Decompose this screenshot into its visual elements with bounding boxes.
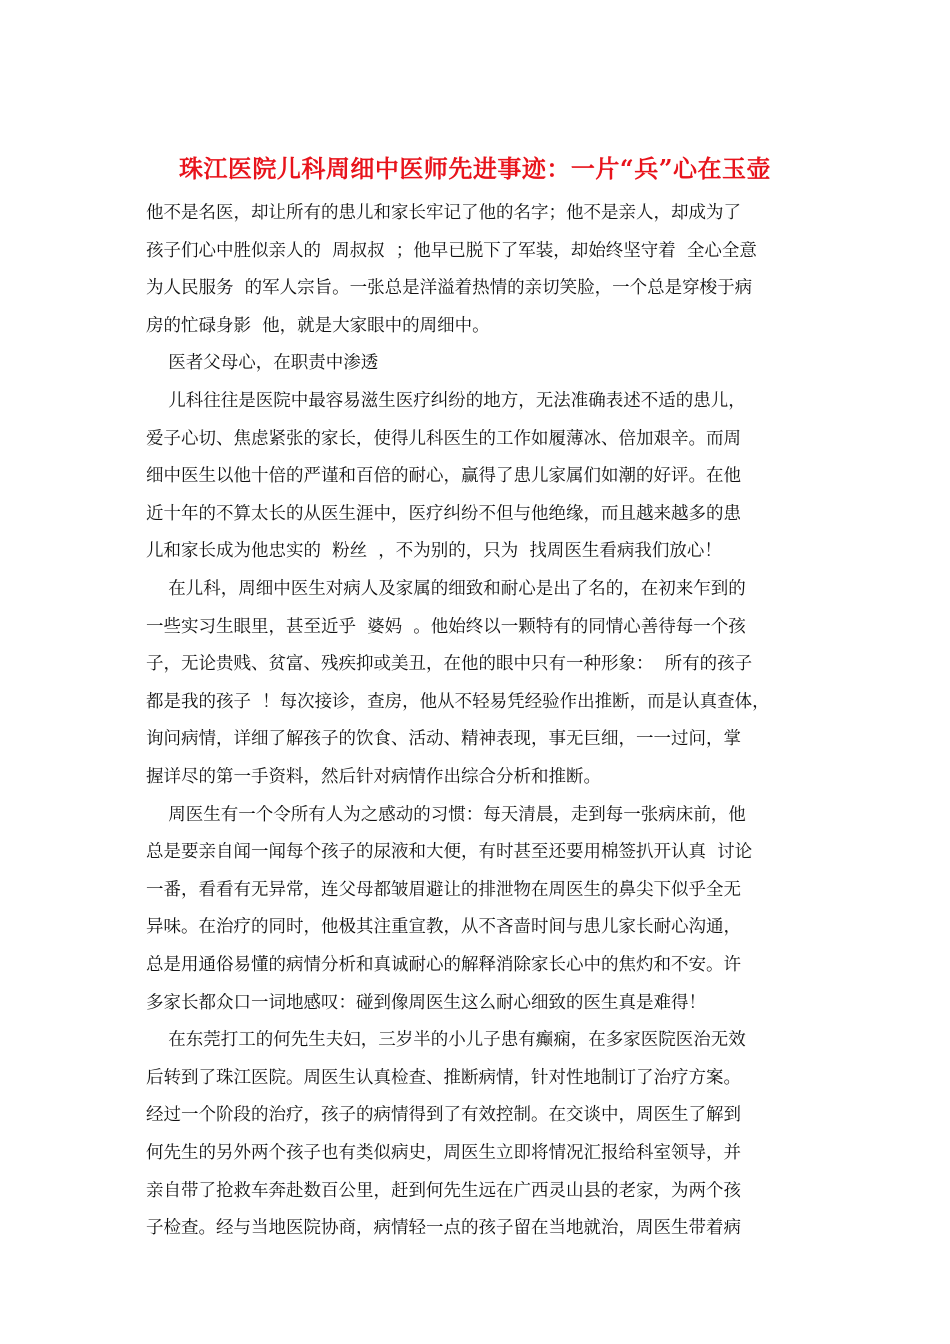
body-line: 一些实习生眼里，甚至近乎 婆妈 。他始终以一颗特有的同情心善待每一个孩 — [146, 616, 746, 637]
body-line: 在东莞打工的何先生夫妇，三岁半的小儿子患有癫痫，在多家医院医治无效 — [146, 1030, 746, 1051]
body-line: 细中医生以他十倍的严谨和百倍的耐心，赢得了患儿家属们如潮的好评。在他 — [146, 466, 741, 487]
body-line: 总是用通俗易懂的病情分析和真诚耐心的解释消除家长心中的焦灼和不安。许 — [146, 955, 741, 975]
body-line: 子，无论贵贱、贫富、残疾抑或美丑，在他的眼中只有一种形象： 所有的孩子 — [146, 654, 753, 675]
body-line: 总是要亲自闻一闻每个孩子的尿液和大便，有时甚至还要用棉签扒开认真 讨论 — [146, 842, 753, 863]
body-line: 近十年的不算太长的从医生涯中，医疗纠纷不但与他绝缘，而且越来越多的患 — [146, 503, 741, 524]
body-line: 孩子们心中胜似亲人的 周叔叔 ；他早已脱下了军装，却始终坚守着 全心全意 — [146, 240, 757, 261]
body-line: 多家长都众口一词地感叹：碰到像周医生这么耐心细致的医生真是难得！ — [146, 992, 706, 1013]
body-line: 亲自带了抢救车奔赴数百公里，赶到何先生远在广西灵山县的老家，为两个孩 — [146, 1180, 741, 1201]
body-line: 爱子心切、焦虑紧张的家长，使得儿科医生的工作如履薄冰、倍加艰辛。而周 — [146, 428, 741, 449]
body-line: 后转到了珠江医院。周医生认真检查、推断病情，针对性地制订了治疗方案。 — [146, 1067, 741, 1088]
body-line: 儿科往往是医院中最容易滋生医疗纠纷的地方，无法准确表述不适的患儿， — [146, 391, 746, 411]
body-line: 医者父母心，在职责中渗透 — [146, 353, 379, 374]
body-line: 子检查。经与当地医院协商，病情轻一点的孩子留在当地就治，周医生带着病 — [146, 1218, 741, 1239]
body-line: 都是我的孩子 ！每次接诊，查房，他从不轻易凭经验作出推断，而是认真查体， — [146, 691, 770, 712]
body-line: 他不是名医，却让所有的患儿和家长牢记了他的名字；他不是亲人，却成为了 — [146, 203, 741, 223]
body-line: 异味。在治疗的同时，他极其注重宣教，从不吝啬时间与患儿家长耐心沟通， — [146, 917, 741, 938]
body-line: 周医生有一个令所有人为之感动的习惯：每天清晨，走到每一张病床前，他 — [146, 804, 746, 825]
body-line: 经过一个阶段的治疗，孩子的病情得到了有效控制。在交谈中，周医生了解到 — [146, 1105, 741, 1126]
body-line: 为人民服务 的军人宗旨。一张总是洋溢着热情的亲切笑脸，一个总是穿梭于病 — [146, 278, 753, 299]
body-line: 儿和家长成为他忠实的 粉丝 ，不为别的，只为 找周医生看病我们放心！ — [146, 541, 722, 562]
body-line: 握详尽的第一手资料，然后针对病情作出综合分析和推断。 — [146, 767, 601, 787]
body-line: 在儿科，周细中医生对病人及家属的细致和耐心是出了名的，在初来乍到的 — [146, 579, 746, 599]
body-line: 一番，看看有无异常，连父母都皱眉避让的排泄物在周医生的鼻尖下似乎全无 — [146, 879, 741, 900]
body-line: 房的忙碌身影 他，就是大家眼中的周细中。 — [146, 315, 490, 336]
body-line: 询问病情，详细了解孩子的饮食、活动、精神表现，事无巨细，一一过问，掌 — [146, 729, 741, 750]
document-title: 珠江医院儿科周细中医师先进事迹：一片“兵”心在玉壶 — [178, 154, 772, 183]
body-line: 何先生的另外两个孩子也有类似病史，周医生立即将情况汇报给科室领导，并 — [146, 1143, 741, 1163]
